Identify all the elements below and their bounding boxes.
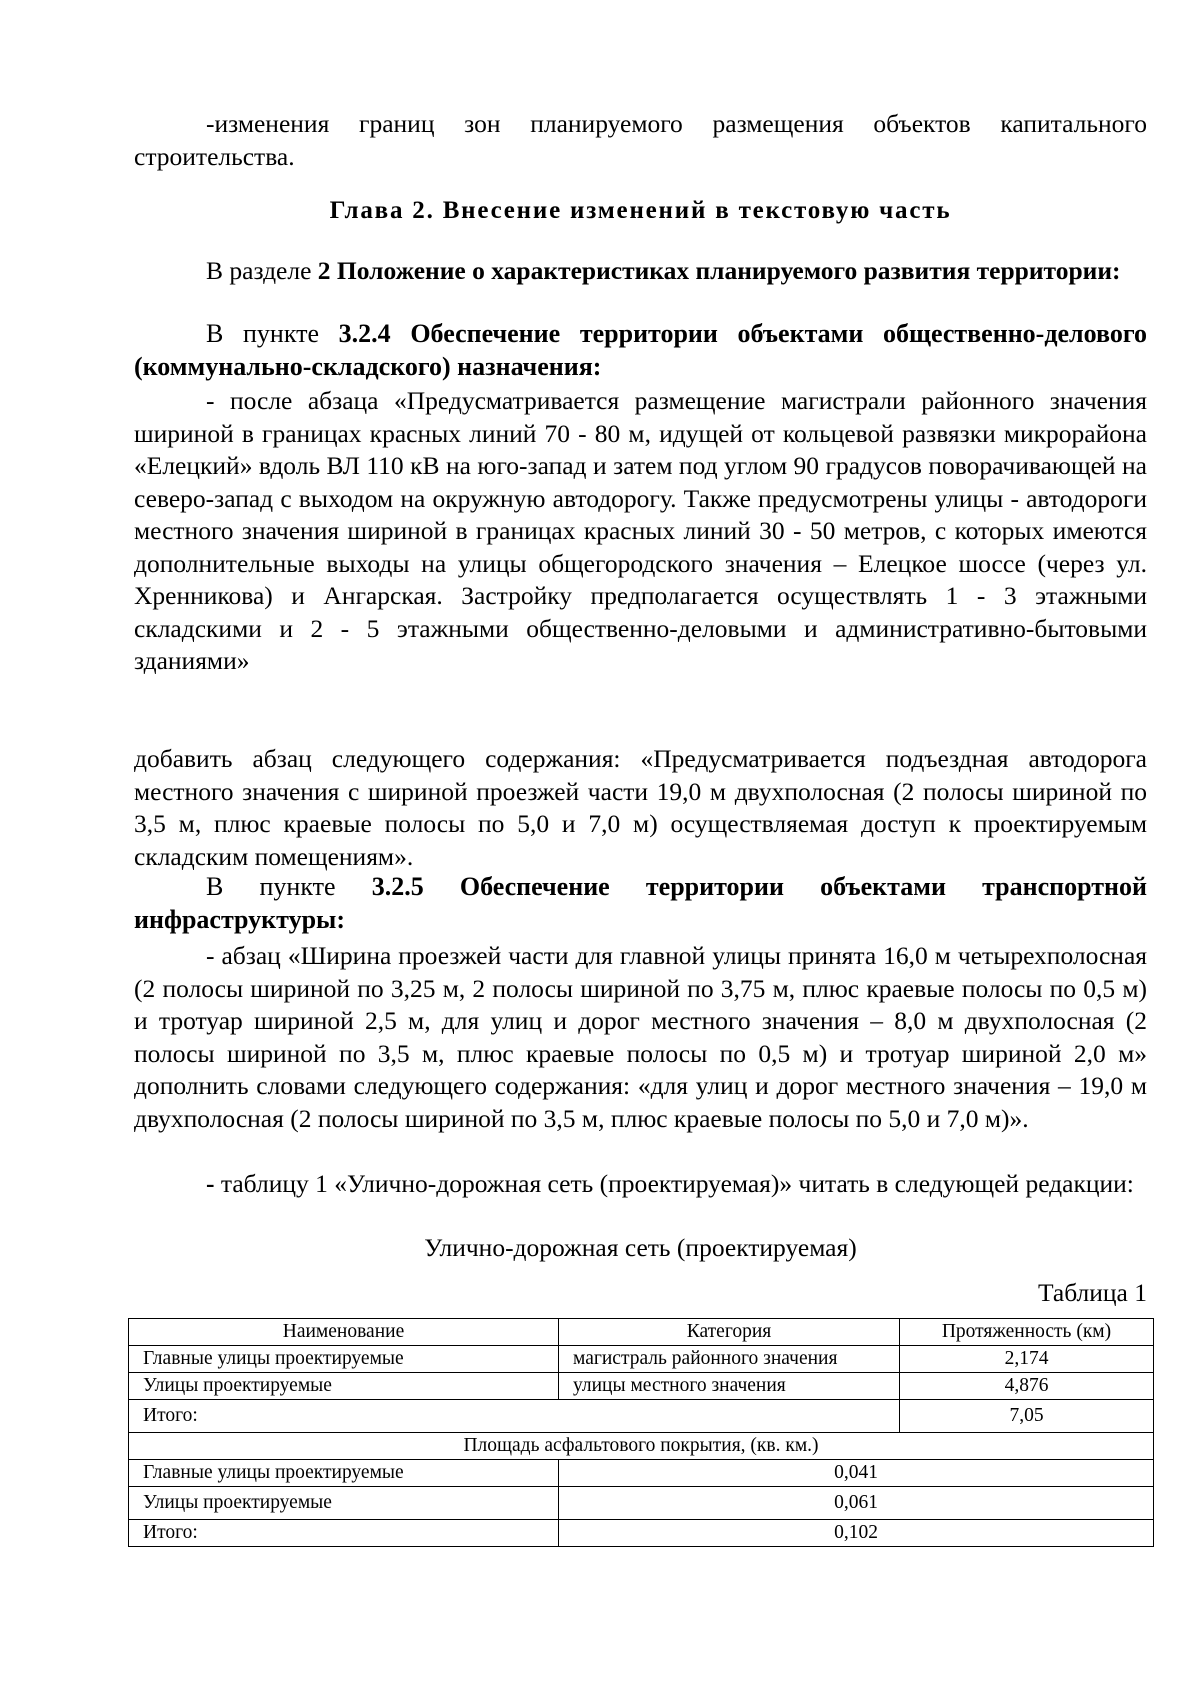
paragraph-add-abzats: добавить абзац следующего содержания: «Предусматривается подъездная автодорога местного значения с шириной проезжей части 19,0 м двухполосная (2 полосы шириной по 3,5 м, плюс краевые полосы по 5,0 и 7,0 м) осуществляемая доступ к проектируемым складским помещениям». — [134, 744, 1147, 871]
paragraph-item-3-2-4-prefix: В пункте — [206, 319, 339, 348]
table-row — [129, 1373, 1154, 1400]
cell-name: Улицы проектируемые — [129, 1373, 559, 1400]
cell-category: улицы местного значения — [559, 1373, 900, 1400]
paragraph-item-3-2-5-title: 3.2.5 Обеспечение территории объектами транспортной инфраструктуры: — [134, 872, 1147, 934]
area-name: Улицы проектируемые — [129, 1487, 559, 1520]
table-row — [129, 1346, 1154, 1373]
area-total-row — [129, 1520, 1154, 1547]
area-value-text: 0,041 — [834, 1462, 878, 1483]
paragraph-table-1-dash: - — [206, 1169, 221, 1198]
table-total-row — [129, 1400, 1154, 1433]
paragraph-section-2 — [134, 255, 1147, 288]
area-name: Главные улицы проектируемые — [129, 1460, 559, 1487]
paragraph-abzats-width: - абзац «Ширина проезжей части для главной улицы принята 16,0 м четырехполосная (2 полосы шириной по 3,25 м, 2 полосы шириной по 3,75 м, плюс краевые полосы по 0,5 м) и тротуар шириной 2,5 м, для улиц и дорог местного значения – 8,0 м двухполосная (2 полосы шириной по 3,5 м, плюс краевые полосы по 0,5 м) и тротуар шириной 2,0 м» дополнить словами следующего содержания: «для улиц и дорог местного значения – 19,0 м двухполосная (2 полосы шириной по 3,5 м, плюс краевые полосы по 5,0 и 7,0 м)». — [134, 941, 1147, 1133]
area-row — [129, 1487, 1154, 1520]
header-length: Протяженность (км) — [900, 1319, 1154, 1346]
table-number: Таблица 1 — [1037, 1278, 1147, 1307]
paragraph-item-3-2-4 — [134, 318, 1147, 383]
cell-category: магистраль районного значения — [559, 1346, 900, 1373]
area-total-label: Итого: — [129, 1520, 559, 1547]
total-value: 7,05 — [900, 1400, 1154, 1433]
paragraph-table-1-edit — [134, 1168, 1147, 1201]
area-total-value-text: 0,102 — [834, 1522, 878, 1543]
table-header-row — [129, 1319, 1154, 1346]
area-header: Площадь асфальтового покрытия, (кв. км.) — [129, 1433, 1154, 1460]
street-network-table — [128, 1318, 1154, 1547]
table-caption: Улично-дорожная сеть (проектируемая) — [424, 1233, 857, 1262]
paragraph-section-2-prefix: В разделе — [206, 256, 318, 285]
paragraph-item-3-2-5 — [134, 871, 1147, 936]
header-category: Категория — [559, 1319, 900, 1346]
area-value-text: 0,061 — [834, 1492, 878, 1513]
paragraph-table-1-text: таблицу 1 «Улично-дорожная сеть (проектируемая)» читать в следующей редакции: — [220, 1169, 1134, 1198]
area-value — [559, 1487, 1154, 1520]
paragraph-changes-boundaries: -изменения границ зон планируемого размещения объектов капитального строительства. — [134, 109, 1147, 171]
area-total-value — [559, 1520, 1154, 1547]
cell-length: 2,174 — [900, 1346, 1154, 1373]
header-name: Наименование — [129, 1319, 559, 1346]
paragraph-after-abzats: - после абзаца «Предусматривается размещение магистрали районного значения шириной в границах красных линий 70 - 80 м, идущей от кольцевой развязки микрорайона «Елецкий» вдоль ВЛ 110 кВ на юго-запад и затем под углом 90 градусов поворачивающей на северо-запад с выходом на окружную автодорогу. Также предусмотрены улицы - автодороги местного значения шириной в границах красных линий 30 - 50 метров, с которых имеются дополнительные выходы на улицы общегородского значения – Елецкое шоссе (через ул. Хренникова) и Ангарская. Застройку предполагается осуществлять 1 - 3 этажными складскими и 2 - 5 этажными общественно-деловыми и административно-бытовыми зданиями» — [134, 386, 1147, 675]
paragraph-item-3-2-5-prefix: В пункте — [206, 872, 372, 901]
cell-name: Главные улицы проектируемые — [129, 1346, 559, 1373]
area-header-row — [129, 1433, 1154, 1460]
area-row — [129, 1460, 1154, 1487]
chapter-heading: Глава 2. Внесение изменений в текстовую часть — [329, 197, 952, 224]
total-label: Итого: — [129, 1400, 900, 1433]
area-value — [559, 1460, 1154, 1487]
paragraph-item-3-2-4-title: 3.2.4 Обеспечение территории объектами общественно-делового (коммунально-складского) назначения: — [134, 319, 1147, 381]
paragraph-section-2-title: 2 Положение о характеристиках планируемого развития территории: — [317, 256, 1121, 285]
cell-length: 4,876 — [900, 1373, 1154, 1400]
